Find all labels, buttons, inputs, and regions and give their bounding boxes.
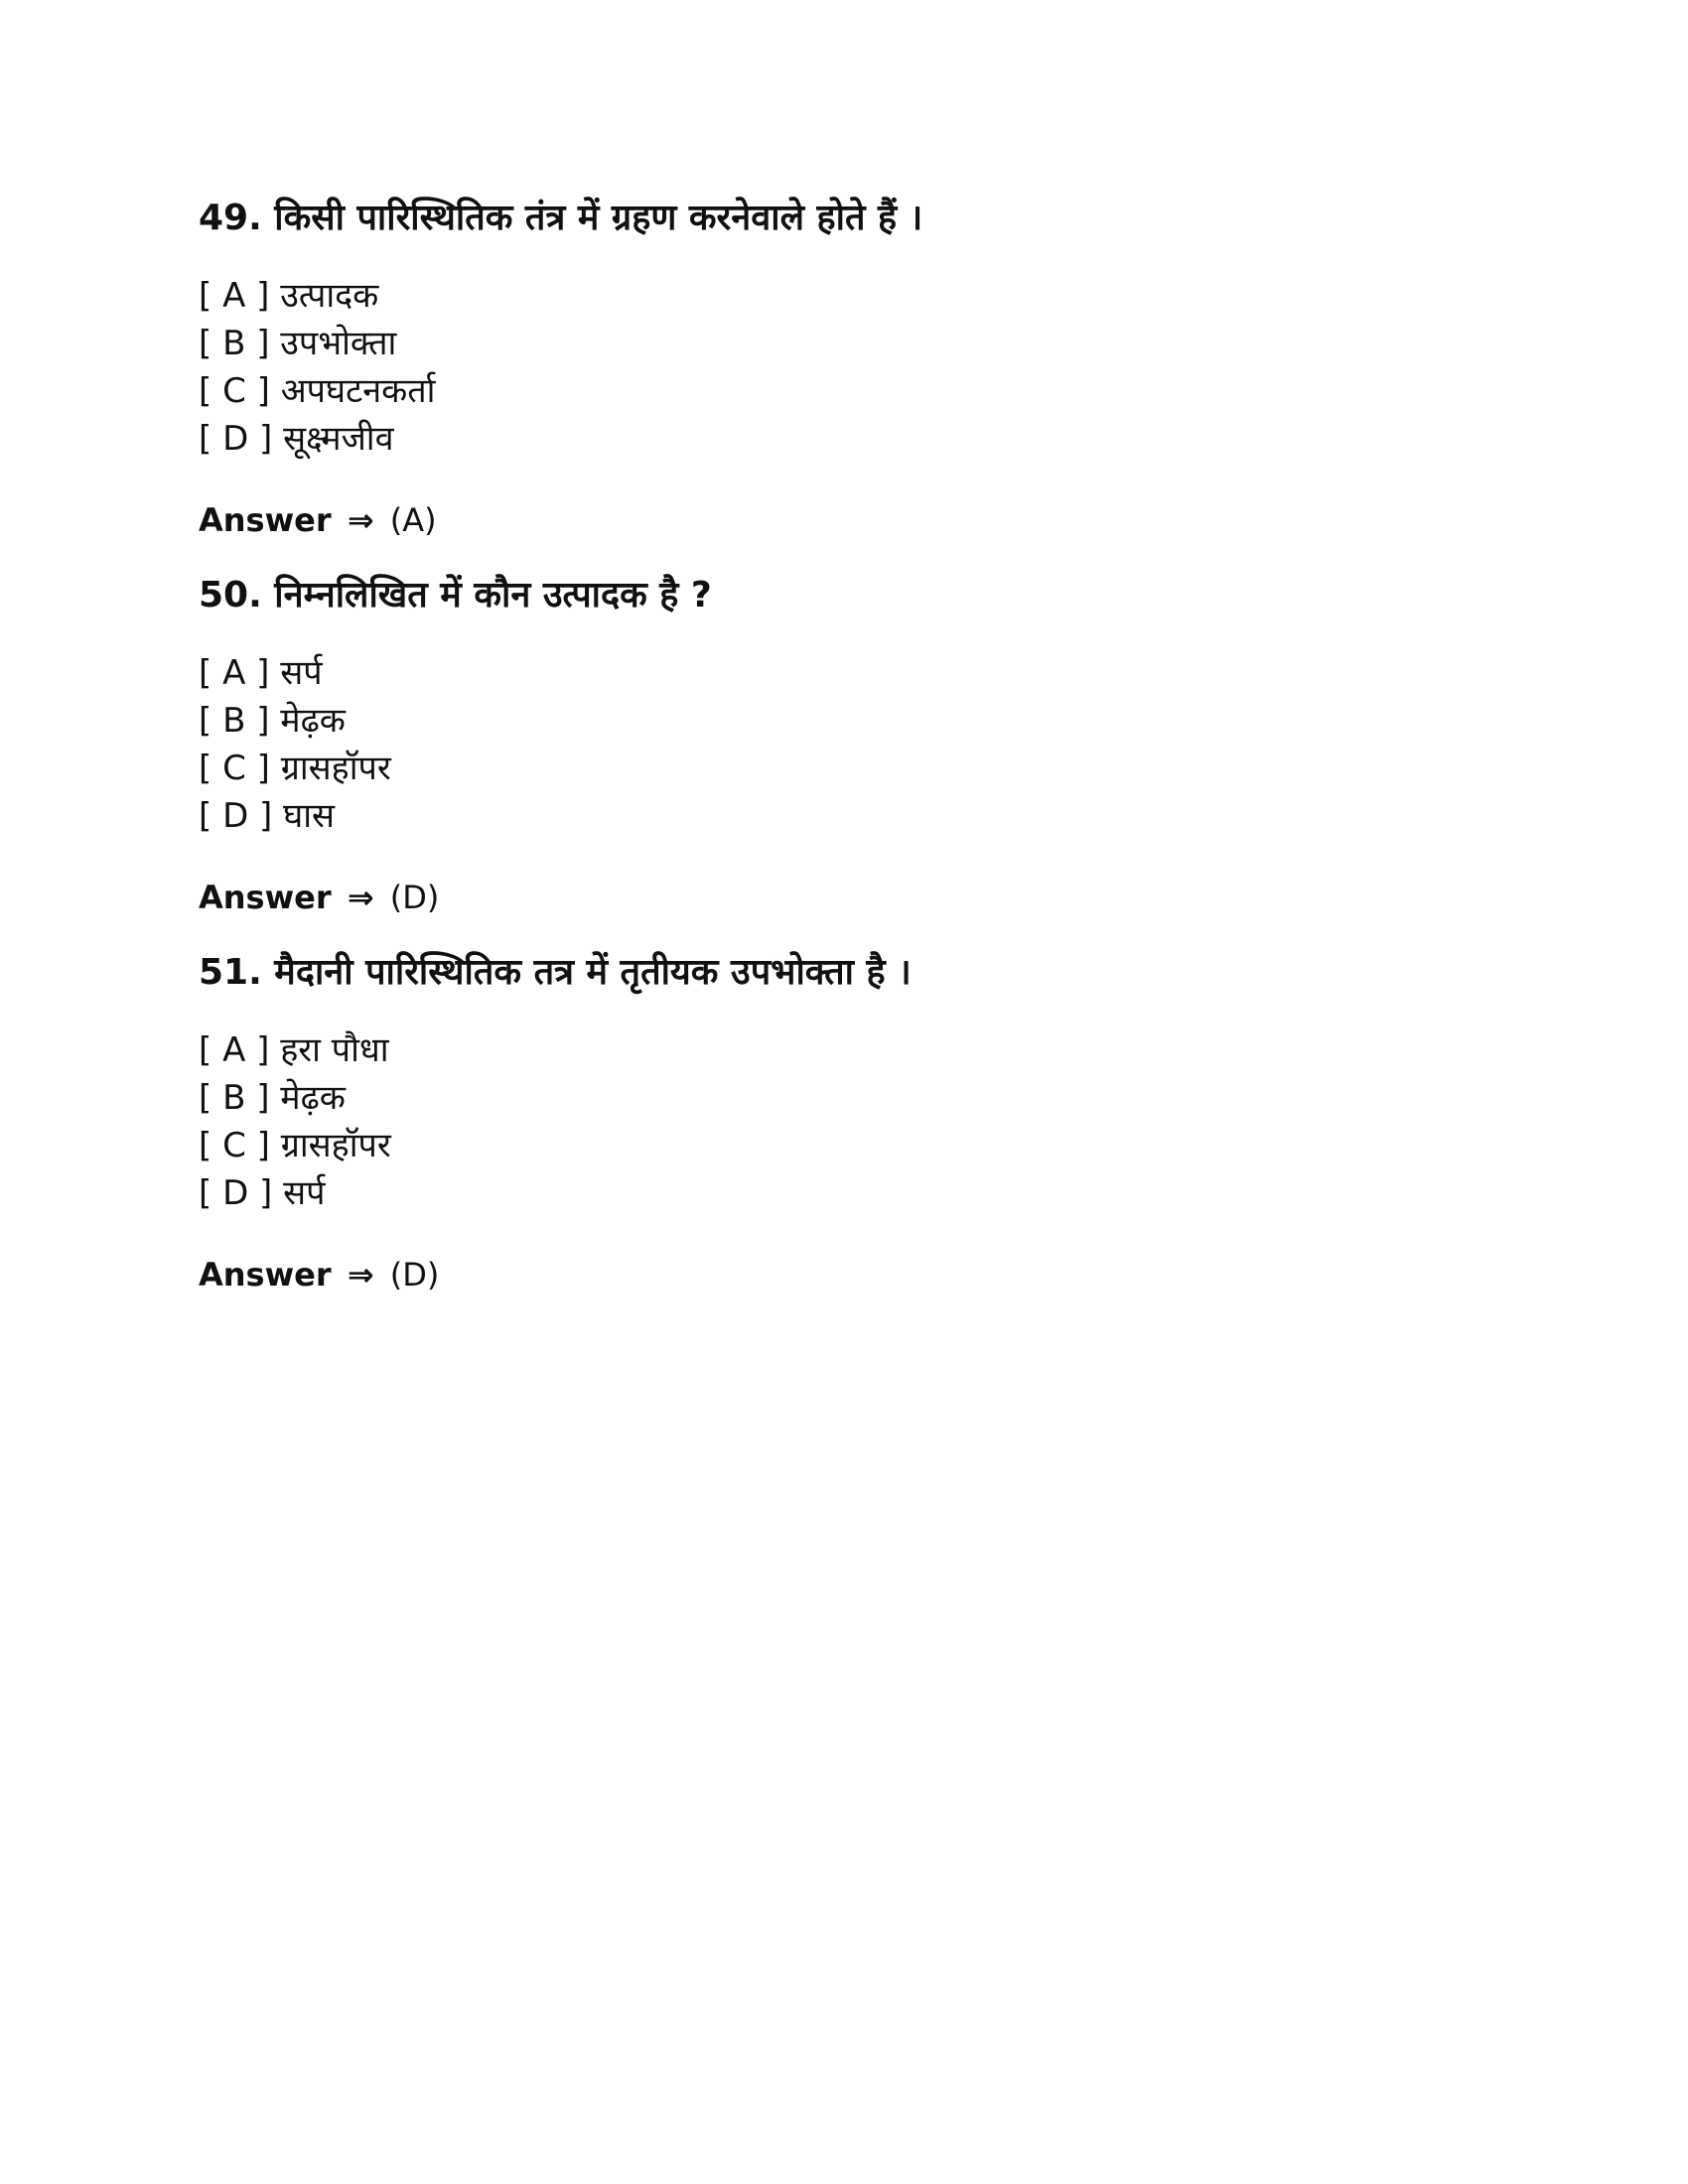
answer-line [199,498,1489,542]
options-list [199,1026,1489,1217]
option-d: [ D ] सर्प [199,1173,326,1213]
option-b: [ B ] उपभोक्ता [199,324,397,363]
answer-label: Answer [199,1256,332,1294]
option-a: [ A ] हरा पौधा [199,1030,389,1070]
answer-value: (D) [389,879,440,916]
option-c: [ C ] ग्रासहॉपर [199,1126,391,1165]
options-list [199,649,1489,840]
option-a: [ A ] उत्पादक [199,276,379,316]
question-49 [199,195,1489,542]
answer-label: Answer [199,879,332,916]
answer-arrow-icon: ⇒ [347,501,374,539]
question-title: 51. मैदानी पारिस्थितिक तत्र में तृतीयक उपभोक्ता है । [199,952,912,993]
question-50 [199,572,1489,919]
option-a: [ A ] सर्प [199,653,323,693]
option-b: [ B ] मेढ़क [199,1078,346,1118]
option-c: [ C ] अपघटनकर्ता [199,371,436,411]
answer-value: (A) [389,501,437,539]
answer-arrow-icon: ⇒ [347,879,374,916]
answer-value: (D) [389,1256,440,1294]
option-d: [ D ] घास [199,796,336,836]
question-51 [199,949,1489,1297]
question-title: 50. निम्नलिखित में कौन उत्पादक है ? [199,575,712,615]
answer-line [199,876,1489,919]
option-d: [ D ] सूक्ष्मजीव [199,419,394,459]
option-c: [ C ] ग्रासहॉपर [199,749,391,788]
question-title: 49. किसी पारिस्थितिक तंत्र में ग्रहण करनेवाले होते हैं । [199,198,923,238]
answer-arrow-icon: ⇒ [347,1256,374,1294]
options-list [199,272,1489,463]
answer-label: Answer [199,501,332,539]
answer-line [199,1253,1489,1297]
option-b: [ B ] मेढ़क [199,701,346,741]
